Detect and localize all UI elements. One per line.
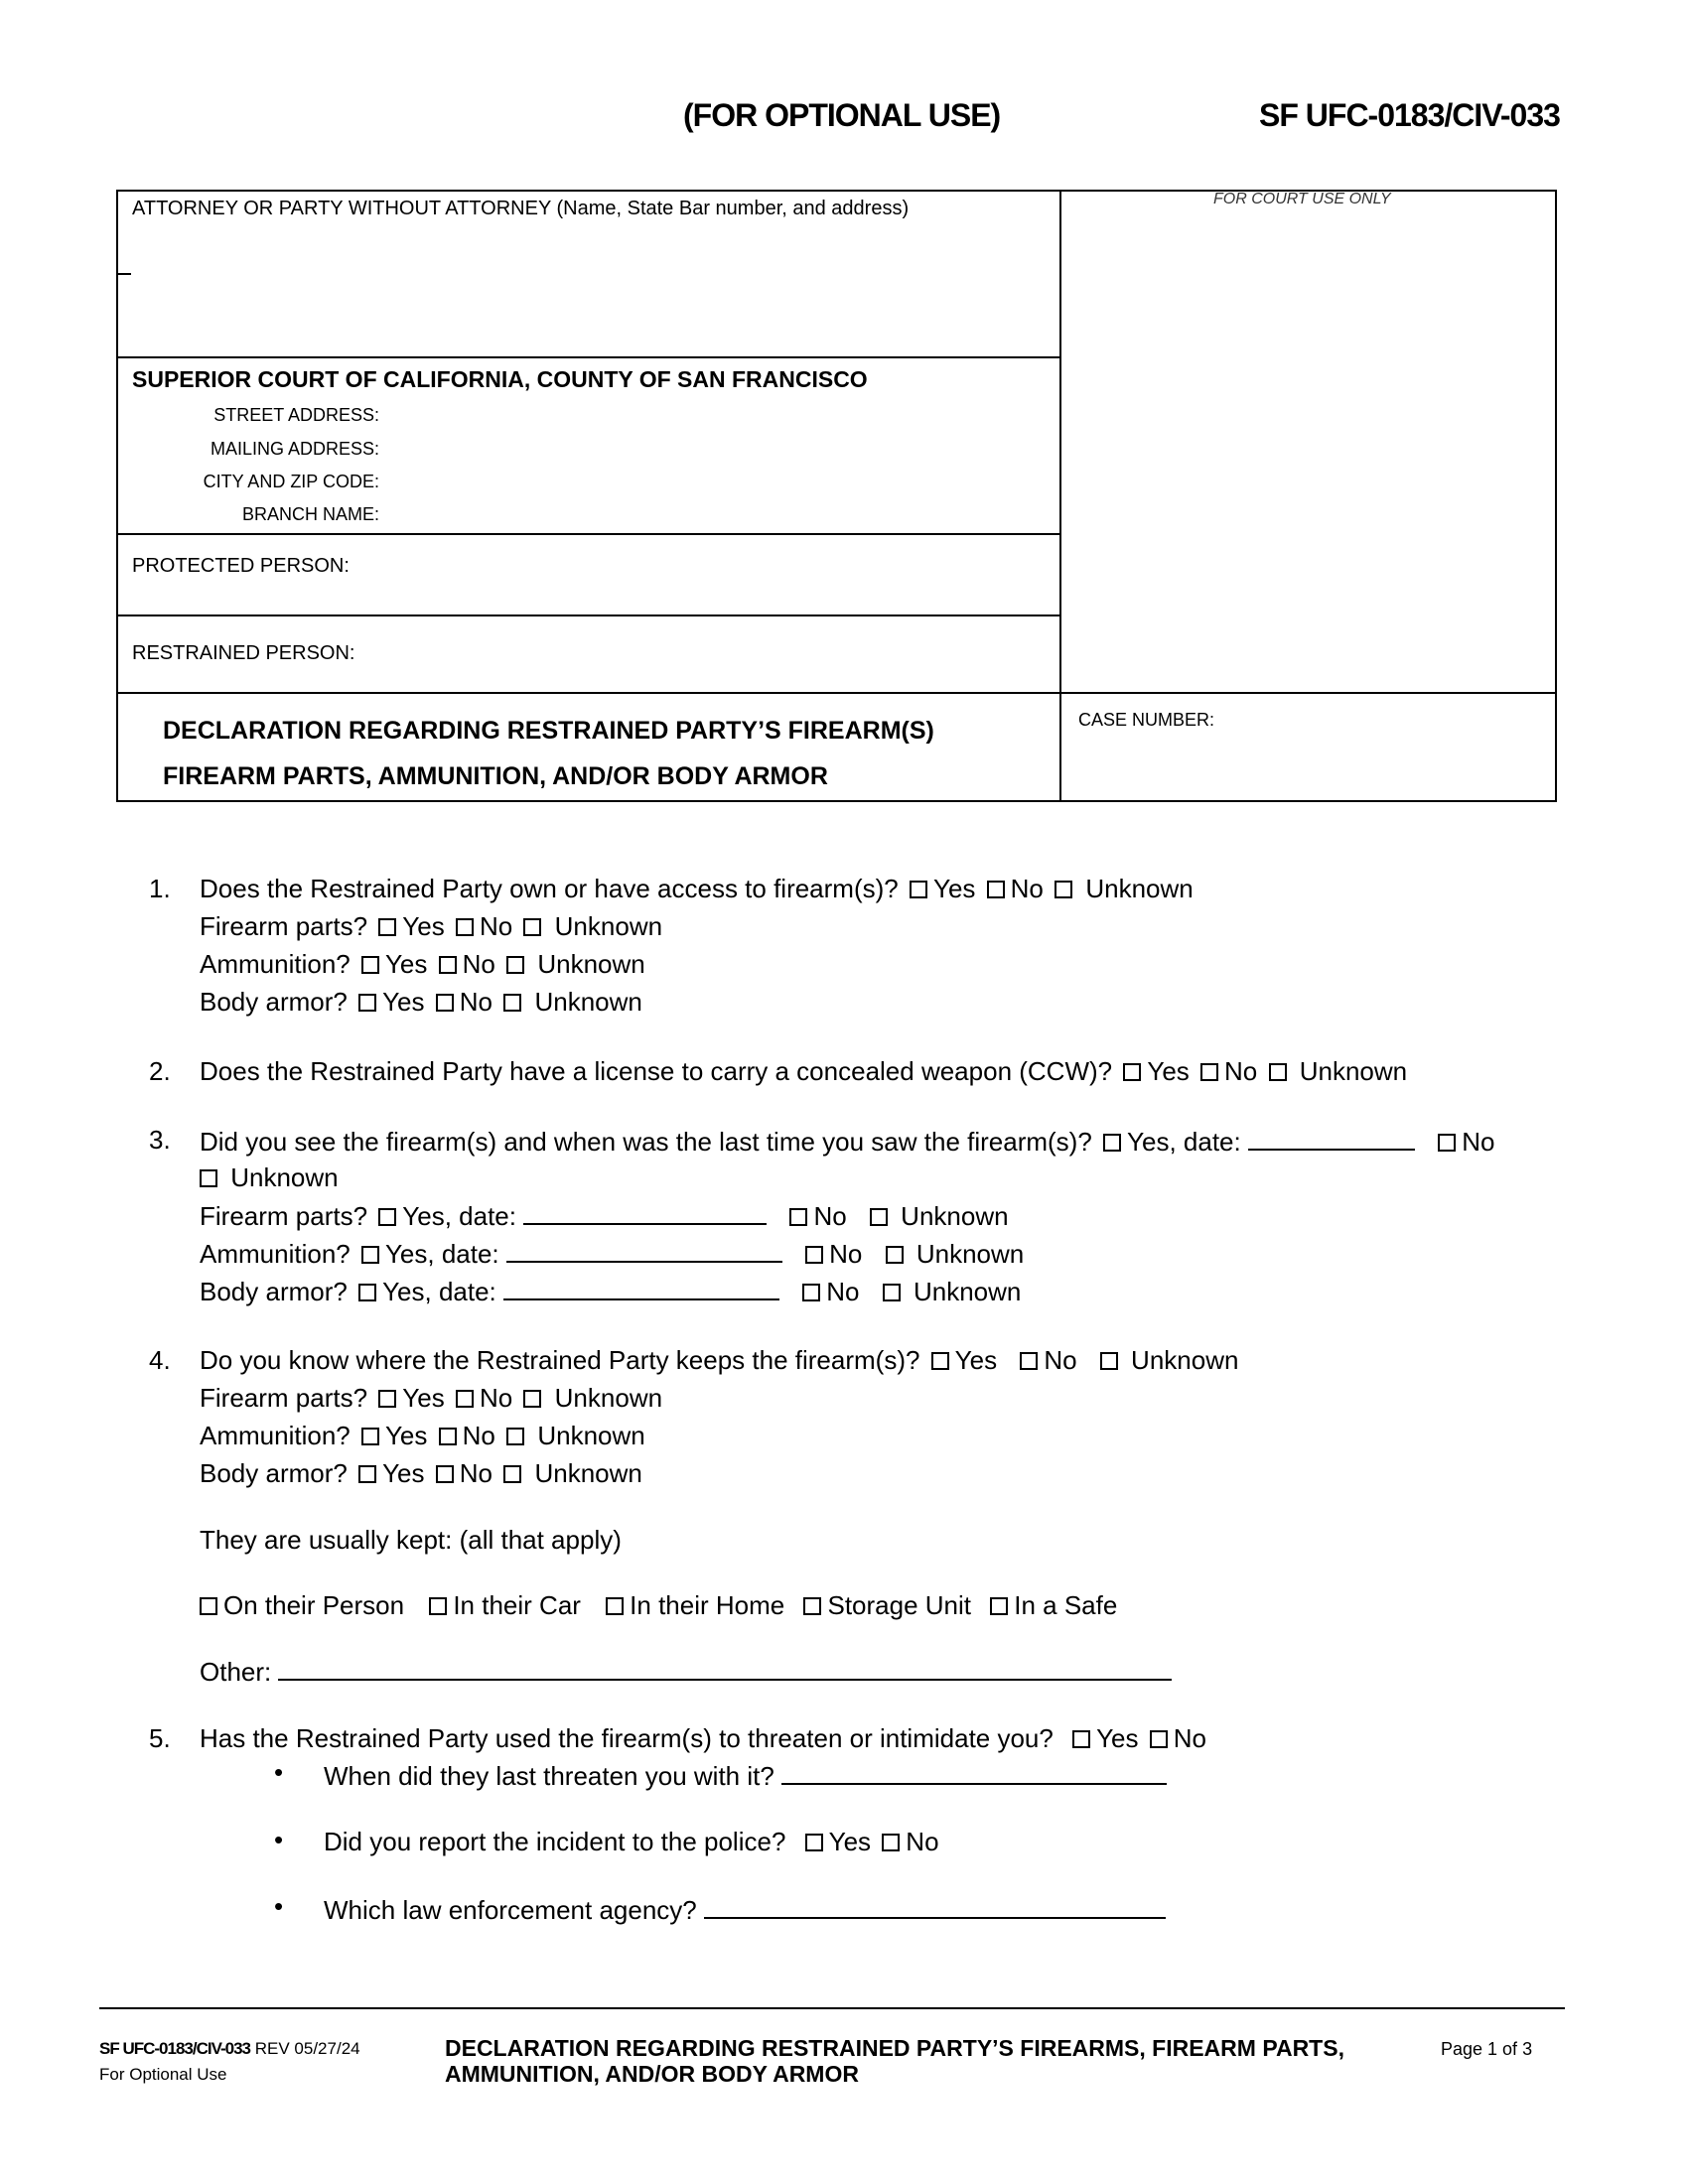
q3-armor-label: Body armor? [200,1277,348,1306]
option-label: No [1462,1127,1495,1157]
q4-text: Do you know where the Restrained Party keeps the firearm(s)? [200,1345,920,1375]
option-label: No [1044,1345,1077,1375]
restrained-person-label: RESTRAINED PERSON: [132,642,355,664]
threat-date-field[interactable] [781,1759,1167,1785]
option-label: Yes, date: [382,1277,496,1306]
option-label: Unknown [537,1421,645,1450]
option-label: No [479,911,513,941]
form-title-line2: FIREARM PARTS, AMMUNITION, AND/OR BODY ARMOR [163,762,828,790]
option-label: Yes, date: [1127,1127,1241,1157]
date-field[interactable] [506,1237,782,1263]
protected-person-label: PROTECTED PERSON: [132,555,350,577]
q1-row [200,874,1194,904]
checkbox[interactable] [1020,1352,1038,1370]
footer-code: SF UFC-0183/CIV-033 [99,2039,251,2058]
checkbox[interactable] [1123,1063,1141,1081]
q4-kept-label: They are usually kept: (all that apply) [200,1525,622,1555]
checkbox[interactable] [378,918,396,936]
branch-name-label: BRANCH NAME: [241,504,379,524]
option-label: Unknown [554,911,663,941]
divider [116,692,1557,694]
option-label: Yes [402,911,445,941]
option-label: No [462,1421,495,1450]
checkbox[interactable] [805,1246,823,1264]
checkbox[interactable] [503,1465,521,1483]
optional-use-heading: (FOR OPTIONAL USE) [683,97,1001,133]
option-label: Unknown [534,987,642,1017]
option-label: Yes [1147,1056,1190,1086]
q1-ammo-label: Ammunition? [200,949,351,979]
option-label: No [906,1827,939,1856]
checkbox[interactable] [456,1390,474,1408]
attorney-field[interactable] [116,356,1059,358]
option-label: Yes [954,1345,998,1375]
q5-b3-text: Which law enforcement agency? [324,1895,697,1925]
q1-number: 1. [149,874,171,903]
checkbox[interactable] [436,1465,454,1483]
option-label: Unknown [230,1162,339,1192]
checkbox[interactable] [870,1208,888,1226]
form-title-line1: DECLARATION REGARDING RESTRAINED PARTY’S FIREARM(S) [163,717,934,745]
other-label: Other: [200,1657,272,1687]
checkbox[interactable] [503,994,521,1012]
caption-divider [1059,190,1061,802]
option-label: No [826,1277,860,1306]
option-label: No [1224,1056,1258,1086]
date-field[interactable] [523,1199,767,1225]
checkbox[interactable] [1269,1063,1287,1081]
checkbox[interactable] [1200,1063,1218,1081]
checkbox[interactable] [429,1597,447,1615]
city-zip-label: CITY AND ZIP CODE: [203,472,379,491]
q2-number: 2. [149,1056,171,1086]
q3-parts-row [200,1199,1009,1232]
option-label: Yes [1096,1723,1139,1753]
bullet: • [274,1891,284,1921]
checkbox[interactable] [358,1284,376,1301]
court-name: SUPERIOR COURT OF CALIFORNIA, COUNTY OF SAN FRANCISCO [132,366,868,392]
checkbox[interactable] [803,1597,821,1615]
attorney-line-mark [117,273,131,275]
checkbox[interactable] [439,956,457,974]
q3-parts-label: Firearm parts? [200,1201,368,1231]
checkbox[interactable] [882,1834,900,1851]
option-label: On their Person [223,1590,405,1620]
option-label: In their Home [630,1590,785,1620]
q5-b2-text: Did you report the incident to the police? [324,1827,786,1856]
q4-locations-row [200,1590,1117,1621]
option-label: Yes [382,987,425,1017]
checkbox[interactable] [1055,881,1072,898]
checkbox[interactable] [1100,1352,1118,1370]
option-label: Yes, date: [402,1201,516,1231]
option-label: Unknown [1299,1056,1408,1086]
checkbox[interactable] [523,1390,541,1408]
q5-text: Has the Restrained Party used the firearm(s) to threaten or intimidate you? [200,1723,1054,1753]
date-field[interactable] [1248,1125,1415,1151]
q4-armor-row [200,1458,642,1489]
checkbox[interactable] [378,1208,396,1226]
checkbox[interactable] [805,1834,823,1851]
option-label: Yes [828,1827,872,1856]
checkbox[interactable] [361,1246,379,1264]
checkbox[interactable] [802,1284,820,1301]
page-number: Page 1 of 3 [1441,2039,1533,2059]
option-label: Unknown [1085,874,1194,903]
q1-text: Does the Restrained Party own or have access to firearm(s)? [200,874,899,903]
caption-box [116,190,1557,802]
q4-ammo-label: Ammunition? [200,1421,351,1450]
q4-other-row [200,1655,1172,1688]
q5-b1-text: When did they last threaten you with it? [324,1761,774,1791]
q3-ammo-row [200,1237,1024,1270]
option-label: No [459,1458,492,1488]
q3-number: 3. [149,1125,171,1155]
checkbox[interactable] [931,1352,949,1370]
other-field[interactable] [278,1655,1172,1681]
checkbox[interactable] [439,1428,457,1445]
checkbox[interactable] [1072,1730,1090,1748]
checkbox[interactable] [456,918,474,936]
bullet: • [274,1825,284,1854]
checkbox[interactable] [506,956,524,974]
bullet: • [274,1757,284,1787]
checkbox[interactable] [990,1597,1008,1615]
option-label: No [479,1383,513,1413]
option-label: Yes [384,1421,428,1450]
option-label: No [1010,874,1044,903]
checkbox[interactable] [1150,1730,1168,1748]
checkbox[interactable] [358,994,376,1012]
option-label: Unknown [913,1277,1022,1306]
q4-ammo-row [200,1421,645,1451]
option-label: Unknown [534,1458,642,1488]
checkbox[interactable] [1103,1134,1121,1152]
q3-ammo-label: Ammunition? [200,1239,351,1269]
case-number-label: CASE NUMBER: [1078,710,1215,730]
option-label: Unknown [901,1201,1009,1231]
q1-armor-label: Body armor? [200,987,348,1017]
option-label: Yes [384,949,428,979]
q5-b1-row [324,1759,1167,1792]
footer-divider [99,2007,1565,2009]
q2-text: Does the Restrained Party have a license to carry a concealed weapon (CCW)? [200,1056,1113,1086]
checkbox[interactable] [910,881,927,898]
checkbox[interactable] [886,1246,904,1264]
checkbox[interactable] [987,881,1005,898]
footer-title-line1: DECLARATION REGARDING RESTRAINED PARTY’S FIREARMS, FIREARM PARTS, [445,2035,1344,2061]
checkbox[interactable] [378,1390,396,1408]
footer-form-code [99,2039,360,2059]
q5-b2-row [324,1827,939,1857]
checkbox[interactable] [506,1428,524,1445]
checkbox[interactable] [436,994,454,1012]
option-label: Unknown [915,1239,1025,1269]
footer-title [445,2035,1344,2087]
footer-optional: For Optional Use [99,2065,227,2084]
option-label: Unknown [554,1383,663,1413]
option-label: No [813,1201,847,1231]
q1-parts-row [200,911,662,942]
option-label: Unknown [1131,1345,1239,1375]
checkbox[interactable] [361,956,379,974]
q3-text: Did you see the firearm(s) and when was the last time you saw the firearm(s)? [200,1127,1092,1157]
checkbox[interactable] [361,1428,379,1445]
option-label: No [459,987,492,1017]
option-label: Yes [402,1383,445,1413]
q4-parts-row [200,1383,662,1414]
checkbox[interactable] [606,1597,624,1615]
footer-rev: REV 05/27/24 [254,2039,360,2058]
q3-row [200,1125,1494,1158]
option-label: In their Car [453,1590,581,1620]
q3-armor-row [200,1275,1021,1307]
divider [116,533,1059,535]
form-code-heading: SF UFC-0183/CIV-033 [1259,97,1560,133]
option-label: No [1173,1723,1206,1753]
checkbox[interactable] [883,1284,901,1301]
street-address-label: STREET ADDRESS: [213,405,379,425]
checkbox[interactable] [523,918,541,936]
q4-armor-label: Body armor? [200,1458,348,1488]
q5-number: 5. [149,1723,171,1753]
option-label: Unknown [537,949,645,979]
mailing-address-label: MAILING ADDRESS: [210,439,379,459]
option-label: Yes [932,874,976,903]
option-label: Yes, date: [384,1239,499,1269]
q1-armor-row [200,987,642,1018]
footer-title-line2: AMMUNITION, AND/OR BODY ARMOR [445,2061,859,2087]
date-field[interactable] [503,1275,779,1300]
checkbox[interactable] [200,1169,217,1187]
q1-ammo-row [200,949,645,980]
q3-unknown-row [200,1162,339,1193]
q5-b3-row [324,1893,1166,1926]
q1-parts-label: Firearm parts? [200,911,368,941]
q2-row [200,1056,1407,1087]
option-label: Storage Unit [827,1590,972,1620]
checkbox[interactable] [200,1597,217,1615]
option-label: No [462,949,495,979]
checkbox[interactable] [789,1208,807,1226]
agency-field[interactable] [704,1893,1166,1919]
option-label: In a Safe [1014,1590,1118,1620]
court-use-label: FOR COURT USE ONLY [1213,191,1391,207]
checkbox[interactable] [358,1465,376,1483]
divider [116,614,1059,616]
checkbox[interactable] [1438,1134,1456,1152]
q4-parts-label: Firearm parts? [200,1383,368,1413]
q4-number: 4. [149,1345,171,1375]
attorney-label: ATTORNEY OR PARTY WITHOUT ATTORNEY (Name, State Bar number, and address) [132,198,910,219]
q5-row [200,1723,1206,1754]
option-label: Yes [382,1458,425,1488]
option-label: No [829,1239,863,1269]
q4-row [200,1345,1238,1376]
